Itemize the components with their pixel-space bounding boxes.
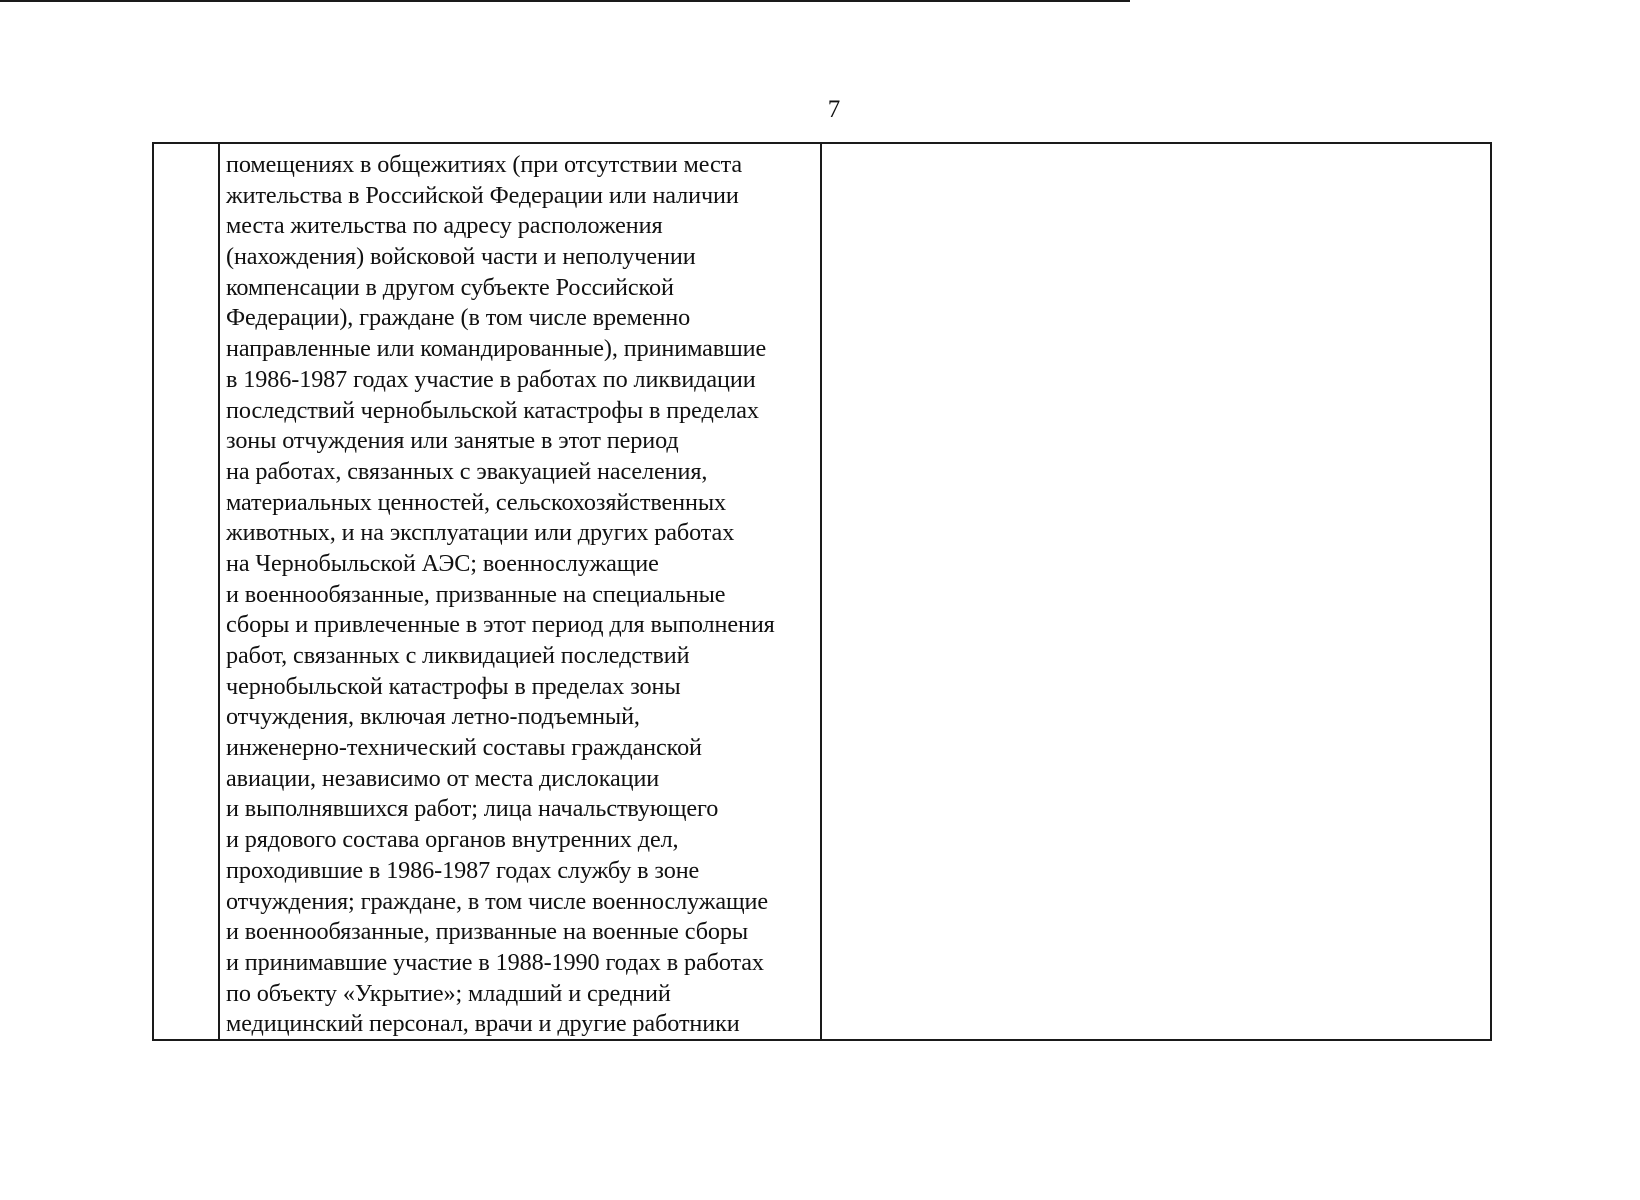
table-column-divider xyxy=(218,144,220,1039)
text-line: работ, связанных с ликвидацией последствий xyxy=(226,642,690,669)
text-line: компенсации в другом субъекте Российской xyxy=(226,273,674,301)
text-line: животных, и на эксплуатации или других работах xyxy=(226,519,735,547)
text-line: и принимавшие участие в 1988-1990 годах в работах xyxy=(226,948,764,976)
text-line: (нахождения) войсковой части и неполучении xyxy=(226,243,696,271)
text-line: последствий чернобыльской катастрофы в пределах xyxy=(226,396,759,424)
text-line: и военнообязанные, призванные на военные сборы xyxy=(226,918,749,946)
page-number: 7 xyxy=(827,96,841,123)
text-line: места жительства по адресу расположения xyxy=(226,212,663,240)
scan-edge-line xyxy=(0,0,1130,2)
text-line: помещениях в общежитиях (при отсутствии места xyxy=(226,151,743,178)
text-line: чернобыльской катастрофы в пределах зоны xyxy=(226,672,681,700)
text-line: отчуждения; граждане, в том числе военнослужащие xyxy=(226,887,768,915)
text-line: сборы и привлеченные в этот период для выполнения xyxy=(226,611,775,639)
document-table xyxy=(152,142,1492,1041)
text-line: зоны отчуждения или занятые в этот период xyxy=(226,427,679,455)
text-line: материальных ценностей, сельскохозяйственных xyxy=(226,488,726,516)
text-line: на работах, связанных с эвакуацией населения, xyxy=(226,457,708,485)
text-line: и выполнявшихся работ; лица начальствующего xyxy=(226,795,719,823)
text-line: Федерации), граждане (в том числе временно xyxy=(226,304,691,332)
text-line: медицинский персонал, врачи и другие работники xyxy=(226,1010,740,1038)
text-line: и военнообязанные, призванные на специальные xyxy=(226,580,726,608)
text-line: жительства в Российской Федерации или наличии xyxy=(226,181,739,209)
text-line: и рядового состава органов внутренних дел, xyxy=(226,826,679,854)
text-line: на Чернобыльской АЭС; военнослужащие xyxy=(226,549,659,577)
text-line: отчуждения, включая летно-подъемный, xyxy=(226,703,640,731)
text-line: направленные или командированные), принимавшие xyxy=(226,335,767,363)
text-line: инженерно-технический составы гражданской xyxy=(226,734,702,762)
text-line: проходившие в 1986-1987 годах службу в зоне xyxy=(226,856,700,884)
text-line: в 1986-1987 годах участие в работах по ликвидации xyxy=(226,365,756,393)
table-cell-text xyxy=(226,150,826,1040)
text-line: по объекту «Укрытие»; младший и средний xyxy=(226,979,671,1007)
text-line: авиации, независимо от места дислокации xyxy=(226,764,660,792)
